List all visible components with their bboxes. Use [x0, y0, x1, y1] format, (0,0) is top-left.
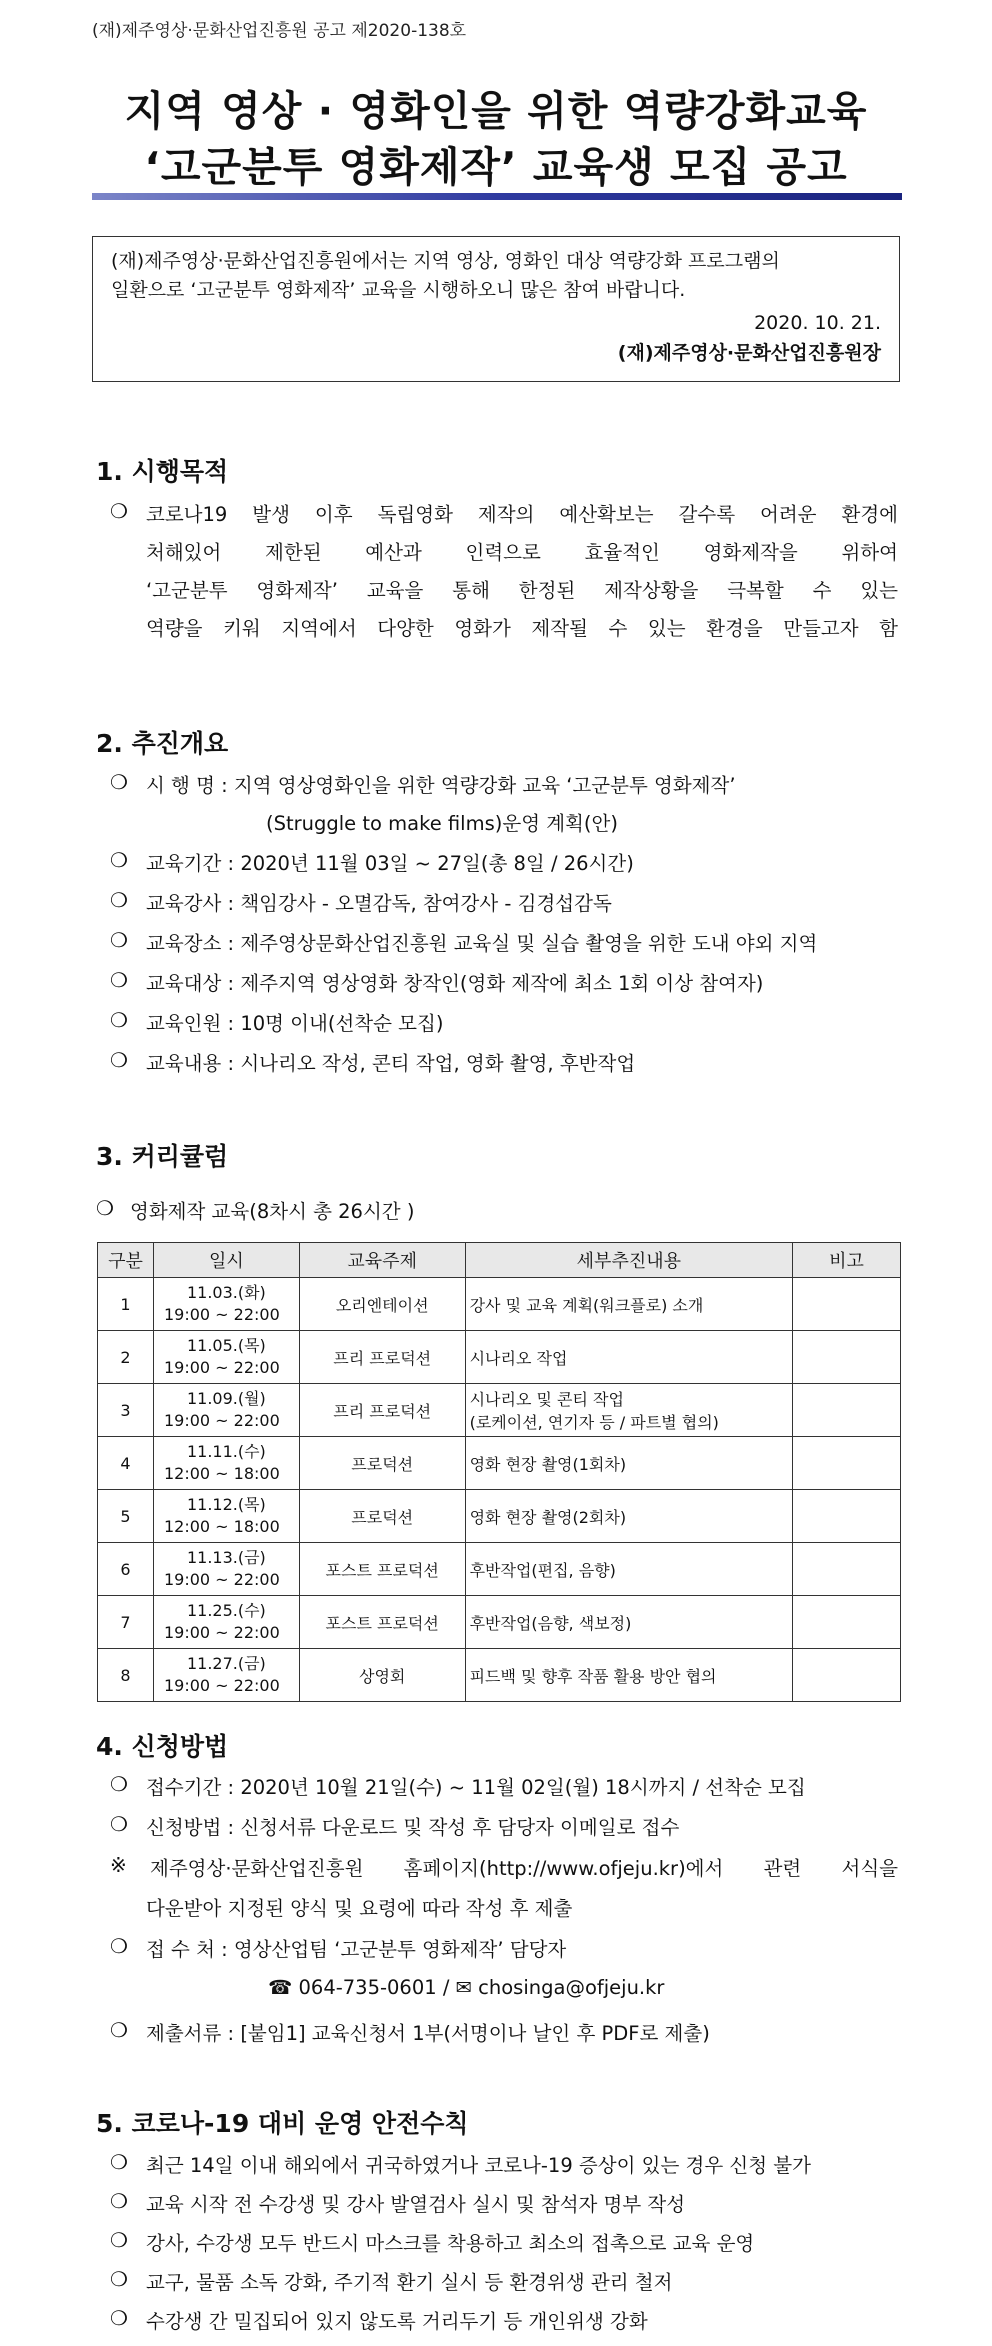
row-detail — [465, 1490, 793, 1543]
session-time: 19:00 ~ 22:00 — [163, 1676, 280, 1695]
announcement-number: (재)제주영상·문화산업진흥원 공고 제2020-138호 — [92, 21, 467, 41]
header-note: 비고 — [793, 1243, 901, 1278]
session-time: 19:00 ~ 22:00 — [163, 1570, 280, 1589]
bullet-icon: ❍ — [110, 1008, 128, 1032]
table-row — [98, 1384, 901, 1437]
section-2-item-count: 교육인원 : 10명 이내(선착순 모집) — [146, 1012, 444, 1035]
note-mark-icon: ※ — [110, 1853, 127, 1877]
row-date — [153, 1596, 299, 1649]
intro-line-1: (재)제주영상·문화산업진흥원에서는 지역 영상, 영화인 대상 역량강화 프로그램의 — [111, 250, 780, 272]
section-5-rule-5: 수강생 간 밀집되어 있지 않도록 거리두기 등 개인위생 강화 — [146, 2310, 648, 2333]
row-detail — [465, 1649, 793, 1702]
row-no: 1 — [98, 1278, 154, 1331]
detail-line: 영화 현장 촬영(1회차) — [469, 1454, 627, 1474]
detail-line: 후반작업(음향, 색보정) — [469, 1613, 632, 1633]
bullet-icon: ❍ — [110, 1048, 128, 1072]
section-5-heading: 5. 코로나-19 대비 운영 안전수칙 — [96, 2109, 469, 2138]
header-topic: 교육주제 — [299, 1243, 465, 1278]
row-no: 2 — [98, 1331, 154, 1384]
row-date — [153, 1649, 299, 1702]
row-note — [793, 1331, 901, 1384]
section-4-documents: 제출서류 : [붙임1] 교육신청서 1부(서명이나 날인 후 PDF로 제출) — [146, 2022, 710, 2045]
section-4-heading: 4. 신청방법 — [96, 1732, 229, 1761]
section-3-heading: 3. 커리큘럼 — [96, 1142, 229, 1171]
session-date: 11.13.(금) — [186, 1548, 266, 1567]
row-topic: 프리 프로덕션 — [299, 1384, 465, 1437]
title-underline-bar — [92, 193, 902, 200]
row-note — [793, 1596, 901, 1649]
session-time: 12:00 ~ 18:00 — [163, 1464, 280, 1483]
row-note — [793, 1490, 901, 1543]
bullet-icon: ❍ — [110, 1934, 128, 1958]
section-2-item-name: 시 행 명 : 지역 영상영화인을 위한 역량강화 교육 ‘고군분투 영화제작’ — [146, 774, 736, 797]
intro-line-2: 일환으로 ‘고군분투 영화제작’ 교육을 시행하오니 많은 참여 바랍니다. — [111, 279, 686, 301]
row-no: 3 — [98, 1384, 154, 1437]
row-date — [153, 1331, 299, 1384]
row-topic: 프로덕션 — [299, 1437, 465, 1490]
bullet-icon: ❍ — [96, 1196, 114, 1220]
header-detail: 세부추진내용 — [465, 1243, 793, 1278]
session-time: 19:00 ~ 22:00 — [163, 1305, 280, 1324]
row-detail — [465, 1384, 793, 1437]
row-no: 6 — [98, 1543, 154, 1596]
section-1-heading: 1. 시행목적 — [96, 457, 229, 486]
bullet-icon: ❍ — [110, 2150, 128, 2174]
section-4-contact-info — [268, 1976, 664, 1999]
row-date — [153, 1437, 299, 1490]
row-no: 4 — [98, 1437, 154, 1490]
row-topic: 상영회 — [299, 1649, 465, 1702]
table-row — [98, 1490, 901, 1543]
contact-separator: / — [442, 1976, 456, 1999]
phone-icon: ☎ — [268, 1976, 293, 1999]
section-2-item-instructor: 교육강사 : 책임강사 - 오멸감독, 참여강사 - 김경섭감독 — [146, 892, 612, 915]
row-detail — [465, 1543, 793, 1596]
intro-date: 2020. 10. 21. — [754, 312, 881, 334]
header-date: 일시 — [153, 1243, 299, 1278]
table-row — [98, 1649, 901, 1702]
detail-line: 영화 현장 촬영(2회차) — [469, 1507, 627, 1527]
section-2-item-period: 교육기간 : 2020년 11월 03일 ~ 27일(총 8일 / 26시간) — [146, 852, 634, 875]
bullet-icon: ❍ — [110, 2228, 128, 2252]
session-date: 11.27.(금) — [186, 1654, 266, 1673]
row-topic: 포스트 프로덕션 — [299, 1596, 465, 1649]
curriculum-subtitle: 영화제작 교육(8차시 총 26시간 ) — [130, 1200, 415, 1223]
section-5-rule-2: 교육 시작 전 수강생 및 강사 발열검사 실시 및 참석자 명부 작성 — [146, 2193, 686, 2216]
detail-line: 강사 및 교육 계획(워크플로) 소개 — [469, 1295, 704, 1315]
session-time: 12:00 ~ 18:00 — [163, 1517, 280, 1536]
row-detail — [465, 1331, 793, 1384]
row-no: 7 — [98, 1596, 154, 1649]
section-1-line-1: 코로나19 발생 이후 독립영화 제작의 예산확보는 갈수록 어려운 환경에 — [146, 503, 898, 526]
row-note — [793, 1437, 901, 1490]
session-date: 11.25.(수) — [186, 1601, 266, 1620]
bullet-icon: ❍ — [110, 2267, 128, 2291]
section-2-item-target: 교육대상 : 제주지역 영상영화 창작인(영화 제작에 최소 1회 이상 참여자) — [146, 972, 764, 995]
bullet-icon: ❍ — [110, 2018, 128, 2042]
row-date — [153, 1543, 299, 1596]
row-date — [153, 1278, 299, 1331]
row-no: 5 — [98, 1490, 154, 1543]
email-icon: ✉ — [455, 1976, 472, 1999]
bullet-icon: ❍ — [110, 888, 128, 912]
section-4-note-line-1: 제주영상·문화산업진흥원 홈페이지(http://www.ofjeju.kr)에서 관련 서식을 — [150, 1857, 898, 1880]
detail-line-2: (로케이션, 연기자 등 / 파트별 협의) — [469, 1413, 719, 1432]
section-2-item-name-cont: (Struggle to make films)운영 계획(안) — [266, 812, 618, 835]
table-row — [98, 1543, 901, 1596]
bullet-icon: ❍ — [110, 499, 128, 523]
bullet-icon: ❍ — [110, 848, 128, 872]
row-note — [793, 1649, 901, 1702]
detail-line: 피드백 및 향후 작품 활용 방안 협의 — [469, 1666, 717, 1686]
row-date — [153, 1384, 299, 1437]
section-2-item-place: 교육장소 : 제주영상문화산업진흥원 교육실 및 실습 촬영을 위한 도내 야외 지역 — [146, 932, 818, 955]
row-topic: 오리엔테이션 — [299, 1278, 465, 1331]
section-1-line-2: 처해있어 제한된 예산과 인력으로 효율적인 영화제작을 위하여 — [146, 541, 898, 564]
row-detail — [465, 1278, 793, 1331]
title-line-1: 지역 영상 · 영화인을 위한 역량강화교육 — [124, 87, 868, 135]
table-header-row — [98, 1243, 901, 1278]
row-note — [793, 1543, 901, 1596]
session-date: 11.09.(월) — [186, 1389, 266, 1408]
section-4-contact: 접 수 처 : 영상산업팀 ‘고군분투 영화제작’ 담당자 — [146, 1938, 567, 1961]
section-2-heading: 2. 추진개요 — [96, 729, 229, 758]
session-date: 11.11.(수) — [186, 1442, 266, 1461]
contact-phone: 064-735-0601 — [298, 1976, 437, 1999]
detail-line: 후반작업(편집, 음향) — [469, 1560, 616, 1580]
section-4-note-line-2: 다운받아 지정된 양식 및 요령에 따라 작성 후 제출 — [146, 1897, 573, 1920]
row-note — [793, 1384, 901, 1437]
session-date: 11.12.(목) — [186, 1495, 266, 1514]
session-date: 11.03.(화) — [186, 1283, 266, 1302]
bullet-icon: ❍ — [110, 770, 128, 794]
row-no: 8 — [98, 1649, 154, 1702]
table-row — [98, 1331, 901, 1384]
row-topic: 프로덕션 — [299, 1490, 465, 1543]
section-5-rule-1: 최근 14일 이내 해외에서 귀국하였거나 코로나-19 증상이 있는 경우 신청 불가 — [146, 2154, 811, 2177]
section-2-item-content: 교육내용 : 시나리오 작성, 콘티 작업, 영화 촬영, 후반작업 — [146, 1052, 636, 1075]
table-row — [98, 1278, 901, 1331]
contact-email[interactable]: chosinga@ofjeju.kr — [478, 1976, 665, 1999]
section-5-rule-4: 교구, 물품 소독 강화, 주기적 환기 실시 등 환경위생 관리 철저 — [146, 2271, 673, 2294]
row-detail — [465, 1596, 793, 1649]
detail-line: 시나리오 작업 — [469, 1348, 568, 1368]
session-time: 19:00 ~ 22:00 — [163, 1358, 280, 1377]
table-row — [98, 1596, 901, 1649]
session-time: 19:00 ~ 22:00 — [163, 1411, 280, 1430]
intro-box — [92, 236, 900, 382]
row-date — [153, 1490, 299, 1543]
table-row — [98, 1437, 901, 1490]
bullet-icon: ❍ — [110, 2189, 128, 2213]
bullet-icon: ❍ — [110, 1772, 128, 1796]
bullet-icon: ❍ — [110, 2306, 128, 2330]
row-detail — [465, 1437, 793, 1490]
section-5-rule-3: 강사, 수강생 모두 반드시 마스크를 착용하고 최소의 접촉으로 교육 운영 — [146, 2232, 755, 2255]
row-note — [793, 1278, 901, 1331]
session-date: 11.05.(목) — [186, 1336, 266, 1355]
title-line-2: ‘고군분투 영화제작’ 교육생 모집 공고 — [144, 143, 848, 191]
section-1-line-4: 역량을 키워 지역에서 다양한 영화가 제작될 수 있는 환경을 만들고자 함 — [146, 617, 898, 640]
bullet-icon: ❍ — [110, 1812, 128, 1836]
bullet-icon: ❍ — [110, 968, 128, 992]
row-topic: 포스트 프로덕션 — [299, 1543, 465, 1596]
row-topic: 프리 프로덕션 — [299, 1331, 465, 1384]
session-time: 19:00 ~ 22:00 — [163, 1623, 280, 1642]
bullet-icon: ❍ — [110, 928, 128, 952]
section-4-period: 접수기간 : 2020년 10월 21일(수) ~ 11월 02일(월) 18시까지 / 선착순 모집 — [146, 1776, 806, 1799]
intro-org: (재)제주영상·문화산업진흥원장 — [617, 342, 881, 364]
header-no: 구분 — [98, 1243, 154, 1278]
section-1-line-3: ‘고군분투 영화제작’ 교육을 통해 한정된 제작상황을 극복할 수 있는 — [146, 579, 898, 602]
detail-line: 시나리오 및 콘티 작업 — [469, 1390, 624, 1409]
section-4-method: 신청방법 : 신청서류 다운로드 및 작성 후 담당자 이메일로 접수 — [146, 1816, 680, 1839]
curriculum-table — [97, 1242, 901, 1702]
